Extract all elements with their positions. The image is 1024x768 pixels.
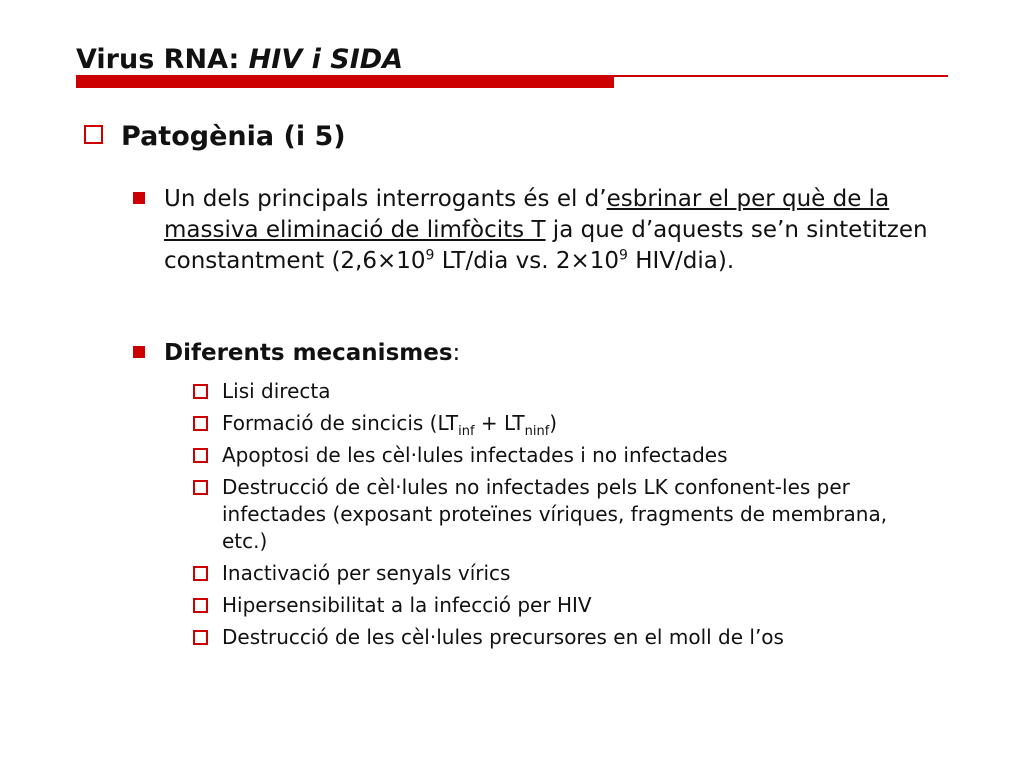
title-rule-thick (76, 76, 614, 88)
list-item (192, 592, 922, 619)
hollow-square-icon (84, 125, 103, 144)
intro-text-a: Un dels principals interrogants és el d’ (164, 186, 607, 212)
mechanisms-heading (133, 338, 933, 369)
list-item-text: Hipersensibilitat a la infecció per HIV (222, 593, 592, 617)
mechanisms-heading-text (164, 338, 933, 369)
list-item-text: Formació de sincicis (LT (222, 411, 459, 435)
list-item (192, 560, 922, 587)
hollow-square-icon (193, 480, 208, 495)
subscript-ninf: ninf (524, 424, 550, 439)
subscript-inf: inf (458, 424, 475, 439)
intro-text-d: HIV/dia). (627, 248, 735, 274)
list-item-text: Apoptosi de les cèl·lules infectades i no infectades (222, 443, 728, 467)
mechanisms-suffix: : (452, 340, 461, 366)
list-item-text: Destrucció de cèl·lules no infectades pels LK confonent-les per infectades (exposant proteïnes víriques, fragments de membrana, etc.) (222, 475, 888, 553)
intro-underlined: esbrinar el per què de la massiva eliminació de limfòcits T (164, 186, 890, 243)
list-item (192, 474, 922, 555)
hollow-square-icon (193, 598, 208, 613)
list-item (192, 624, 922, 651)
slide-title (76, 42, 403, 78)
title-main: Virus RNA: (76, 44, 249, 75)
list-item-text: Destrucció de les cèl·lules precursores en el moll de l’os (222, 625, 784, 649)
intro-paragraph (133, 184, 933, 277)
hollow-square-icon (193, 448, 208, 463)
hollow-square-icon (193, 566, 208, 581)
intro-text-c: LT/dia vs. 2×10 (434, 248, 620, 274)
list-item-text-mid: + LT (474, 411, 525, 435)
intro-exponent-2: 9 (619, 247, 628, 264)
list-item (192, 378, 922, 405)
list-item (192, 410, 922, 437)
hollow-square-icon (193, 630, 208, 645)
filled-square-icon (133, 346, 145, 358)
title-italic: HIV i SIDA (248, 44, 404, 75)
intro-text-b: ja que d’aquests se’n sintetitzen constantment (2,6×10 (164, 217, 928, 274)
list-item-text: Inactivació per senyals vírics (222, 561, 511, 585)
hollow-square-icon (193, 384, 208, 399)
list-item-text: Lisi directa (222, 379, 331, 403)
section-heading (84, 119, 346, 155)
list-item (192, 442, 922, 469)
intro-text (164, 184, 933, 277)
filled-square-icon (133, 192, 145, 204)
section-heading-text: Patogènia (i 5) (121, 121, 346, 152)
intro-exponent-1: 9 (425, 247, 435, 264)
list-item-text-end: ) (549, 411, 558, 435)
mechanisms-list (192, 378, 922, 656)
mechanisms-label: Diferents mecanismes (164, 340, 453, 366)
hollow-square-icon (193, 416, 208, 431)
